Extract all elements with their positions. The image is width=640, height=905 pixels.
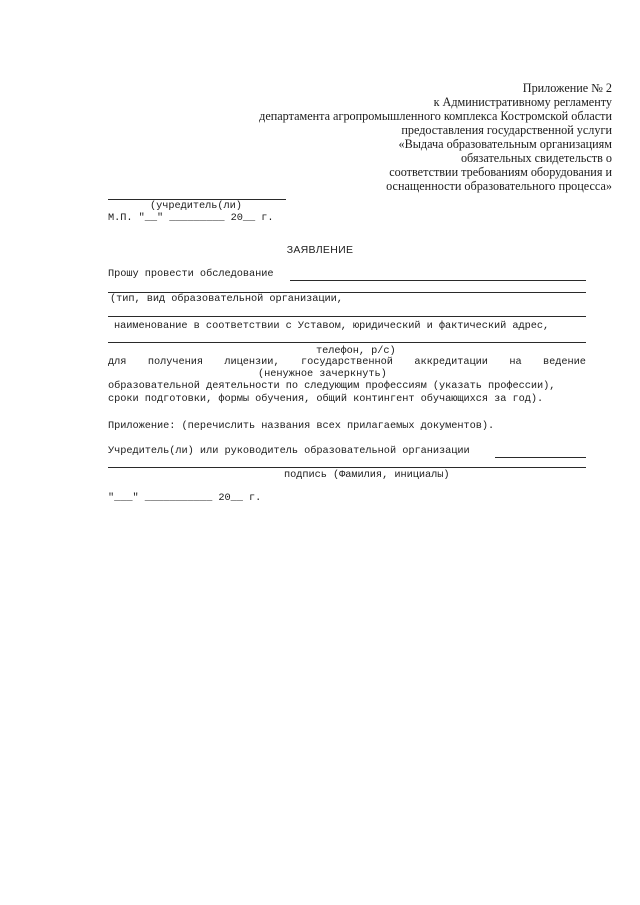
header-service-name-3: соответствии требованиям оборудования и: [389, 165, 612, 179]
strike-note: (ненужное зачеркнуть): [258, 368, 387, 380]
header-service-name-2: обязательных свидетельств о: [460, 151, 612, 165]
header-regulation-ref: к Административному регламенту: [433, 95, 612, 109]
request-fill-line: [290, 280, 586, 281]
document-title: ЗАЯВЛЕНИЕ: [286, 244, 354, 256]
purpose-word: аккредитации: [414, 356, 488, 368]
header-service: предоставления государственной услуги: [401, 123, 612, 137]
purpose-word: для: [108, 356, 127, 368]
activity-line-2: сроки подготовки, формы обучения, общий контингент обучающихся за год).: [108, 393, 544, 405]
activity-line-1: образовательной деятельности по следующим профессиям (указать профессии),: [108, 380, 556, 392]
phone-caption: телефон, р/с): [316, 345, 396, 357]
request-label: Прошу провести обследование: [108, 268, 274, 280]
type-caption: (тип, вид образовательной организации,: [110, 293, 343, 305]
signature-caption: подпись (Фамилия, инициалы): [284, 469, 450, 481]
purpose-word: государственной: [301, 356, 393, 368]
date-line: "___" ___________ 20__ г.: [108, 492, 262, 504]
header-service-name-4: оснащенности образовательного процесса»: [386, 179, 612, 193]
blank-line-3: [108, 342, 586, 343]
signer-label: Учредитель(ли) или руководитель образовательной организации: [108, 445, 470, 457]
signer-fill-line: [495, 457, 586, 458]
header-service-name-1: «Выдача образовательным организациям: [398, 137, 612, 151]
founder-caption: (учредитель(ли): [150, 200, 242, 212]
blank-line-2: [108, 316, 586, 317]
purpose-word: получения: [147, 356, 203, 368]
name-caption: наименование в соответствии с Уставом, юридический и фактический адрес,: [114, 320, 550, 332]
header-appendix-number: Приложение № 2: [522, 81, 612, 95]
attachment-line: Приложение: (перечислить названия всех прилагаемых документов).: [108, 420, 495, 432]
stamp-date-line: М.П. "__" _________ 20__ г.: [108, 212, 274, 224]
purpose-word: на: [509, 356, 522, 368]
purpose-line: [108, 356, 586, 368]
signature-line: [108, 467, 586, 468]
header-department: департамента агропромышленного комплекса Костромской области: [259, 109, 612, 123]
purpose-word: лицензии,: [224, 356, 280, 368]
purpose-word: ведение: [543, 356, 586, 368]
